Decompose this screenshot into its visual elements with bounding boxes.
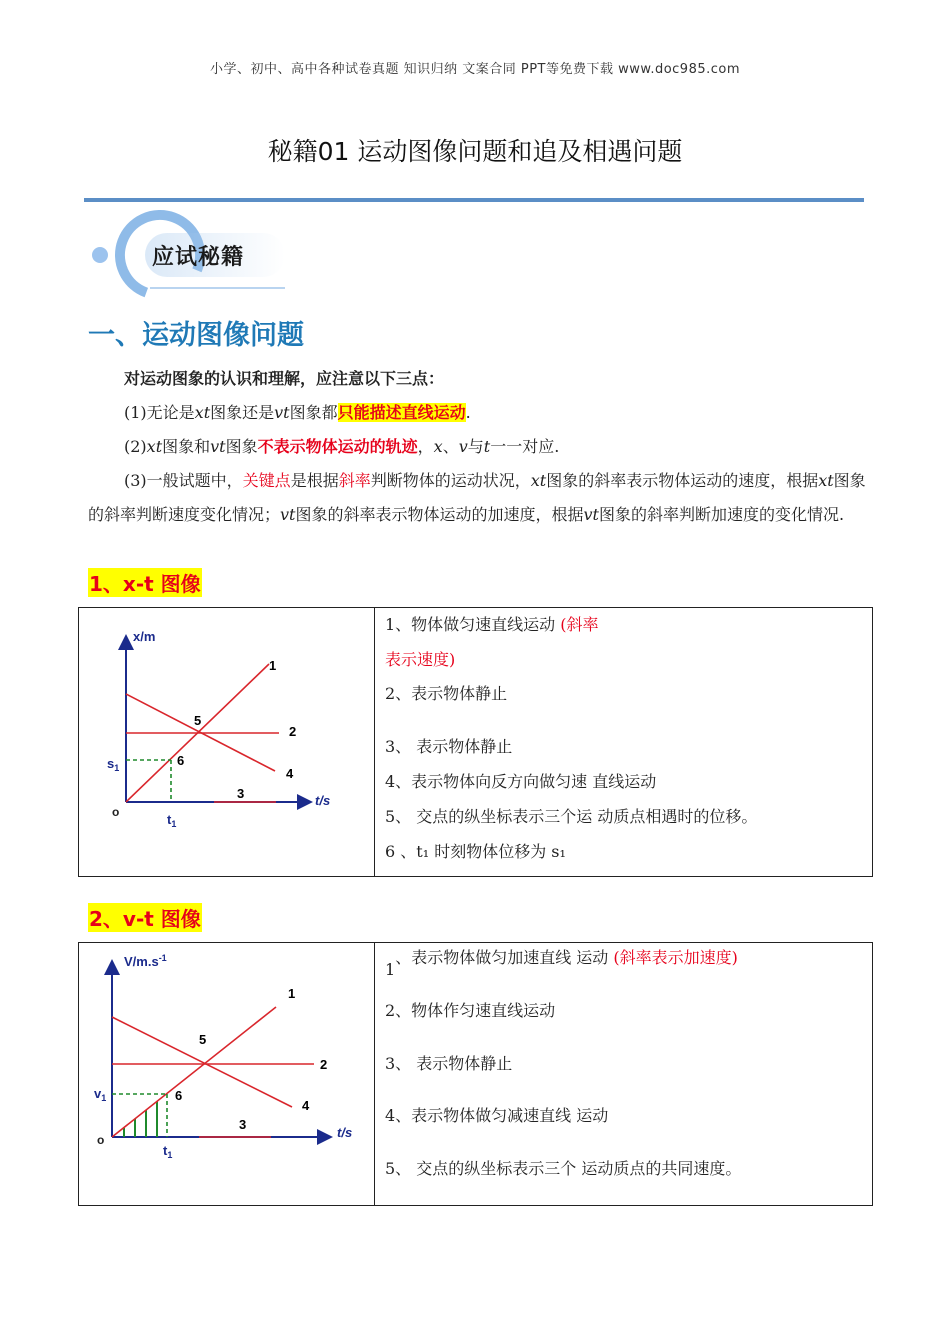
- highlight-straight-line: 只能描述直线运动: [337, 403, 466, 422]
- vt-label-2: 2: [320, 1057, 328, 1072]
- xt-label-2: 2: [289, 724, 297, 739]
- xt-item-1: 1、物体做匀速直线运动 (斜率: [385, 615, 599, 634]
- page-header: 小学、初中、高中各种试卷真题 知识归纳 文案合同 PPT等免费下载 www.doc985.com: [209, 62, 741, 77]
- vt-line-4: [112, 1017, 292, 1107]
- vt-label-6: 6: [175, 1088, 183, 1103]
- vt-label-3: 3: [239, 1117, 247, 1132]
- title-divider: [84, 198, 864, 202]
- xt-item-5: 5、 交点的纵坐标表示三个运 动质点相遇时的位移。: [385, 807, 758, 826]
- point-3: (3)一般试题中，关键点是根据斜率判断物体的运动状况，xt图象的斜率表示物体运动的速度，根据xt图象的斜率判断速度变化情况；vt图象的斜率表示物体运动的加速度，根据vt图象的斜率判断加速度的变化情况.: [88, 471, 866, 524]
- intro-text: 对运动图象的认识和理解，应注意以下三点：: [124, 369, 445, 388]
- point-1: (1)无论是xt图象还是vt图象都只能描述直线运动.: [124, 403, 471, 422]
- xt-item-1b: 表示速度): [385, 650, 456, 669]
- xt-y-label: x/m: [133, 629, 156, 644]
- xt-graph-cell: [79, 608, 375, 877]
- xt-origin-label: o: [112, 805, 120, 819]
- vt-table: [78, 942, 873, 1206]
- xt-item-4: 4、表示物体向反方向做匀速 直线运动: [385, 772, 657, 791]
- xt-label-1: 1: [269, 658, 277, 673]
- xt-item-6: 6 、t₁ 时刻物体位移为 s₁: [385, 842, 566, 861]
- vt-item-3: 3、 表示物体静止: [385, 1054, 513, 1073]
- xt-label-4: 4: [286, 766, 294, 781]
- vt-heading: 2、v-t 图像: [88, 903, 202, 932]
- xt-graph: [79, 608, 374, 872]
- document-title: 秘籍01 运动图像问题和追及相遇问题: [267, 137, 683, 166]
- vt-v1-label: $v_1$: [94, 1086, 107, 1103]
- vt-origin-label: o: [97, 1133, 105, 1147]
- vt-area-hatch: [124, 1101, 157, 1137]
- keyword-key-point: 关键点: [242, 471, 291, 490]
- vt-t1-label: $t_1$: [163, 1143, 173, 1160]
- vt-item-5: 5、 交点的纵坐标表示三个 运动质点的共同速度。: [385, 1159, 742, 1178]
- point-2: (2)xt图象和vt图象不表示物体运动的轨迹，x、v与t一一对应.: [124, 437, 560, 456]
- vt-item-2: 2、物体作匀速直线运动: [385, 1001, 556, 1020]
- vt-y-label: $V/m.s^{-1}$: [124, 953, 167, 969]
- vt-label-1: 1: [288, 986, 296, 1001]
- keyword-slope: 斜率: [338, 471, 371, 490]
- xt-t1-label: $t_1$: [167, 812, 177, 829]
- badge-dot-icon: [92, 247, 108, 263]
- badge-label: 应试秘籍: [152, 245, 245, 270]
- xt-item-3: 3、 表示物体静止: [385, 737, 513, 756]
- xt-label-3: 3: [237, 786, 245, 801]
- vt-description-cell: [375, 943, 873, 1206]
- xt-s1-label: $s_1$: [107, 756, 120, 773]
- vt-label-4: 4: [302, 1098, 310, 1113]
- xt-label-5: 5: [194, 713, 202, 728]
- highlight-not-trajectory: 不表示物体运动的轨迹: [257, 437, 418, 456]
- section-heading: 一、运动图像问题: [88, 320, 304, 351]
- vt-x-label: t/s: [337, 1125, 353, 1140]
- vt-graph: [79, 943, 374, 1201]
- xt-item-2: 2、表示物体静止: [385, 684, 508, 703]
- vt-label-5: 5: [199, 1032, 207, 1047]
- vt-line-1: [112, 1007, 276, 1137]
- xt-table: [78, 607, 873, 877]
- vt-item-4: 4、表示物体做匀减速直线 运动: [385, 1106, 609, 1125]
- vt-graph-cell: [79, 943, 375, 1206]
- vt-item-1: 1、表示物体做匀加速直线 运动 (斜率表示加速度): [385, 948, 738, 979]
- xt-heading: 1、x-t 图像: [88, 568, 202, 597]
- xt-x-label: t/s: [315, 793, 331, 808]
- xt-description-cell: [375, 608, 873, 877]
- xt-label-6: 6: [177, 753, 185, 768]
